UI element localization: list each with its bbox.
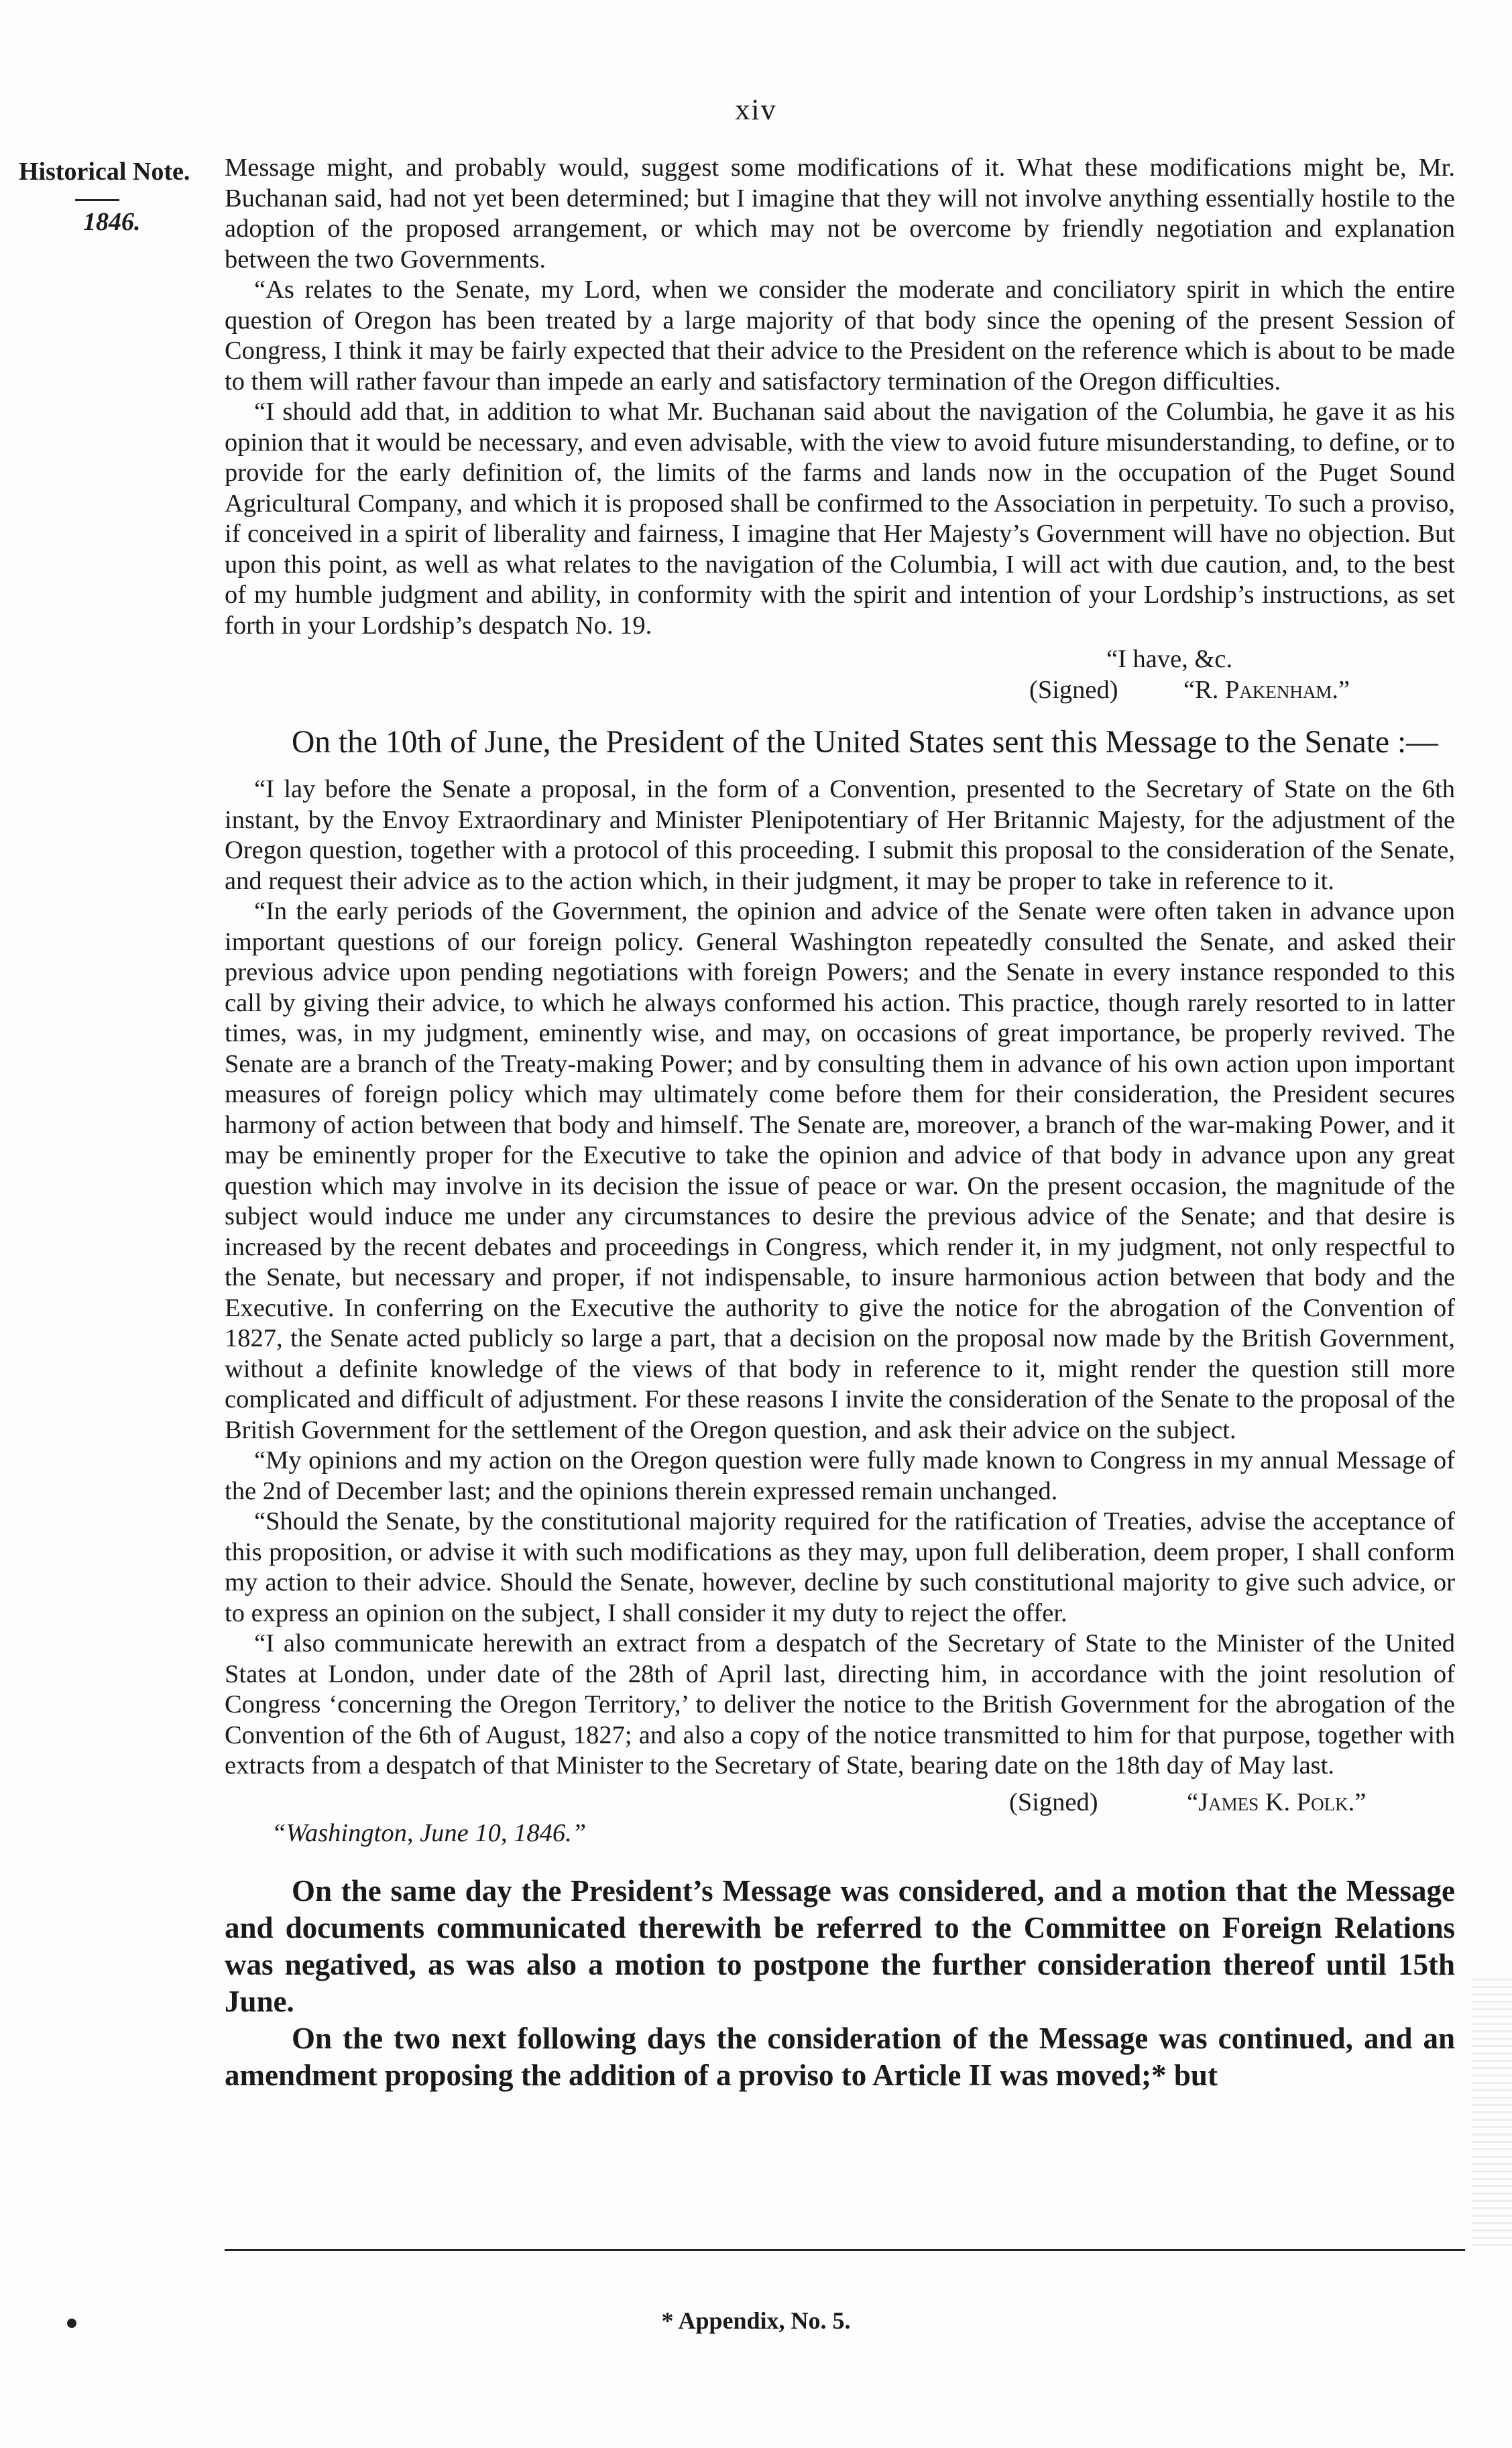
signed-label: (Signed) xyxy=(1009,1788,1098,1816)
page-number: xiv xyxy=(735,93,777,126)
closing-salutation: “I have, &c. xyxy=(1106,645,1233,673)
narrative-intro xyxy=(225,724,1455,761)
message-paragraph: “In the early periods of the Government, the opinion and advice of the Senate were often taken in advance upon important questions of our foreign policy. General Washington repeatedly consulted the Senate, and asked their previous advice upon pending negotiations with foreign Powers; and the Senate in every instance responded to this call by giving their advice, to which he always conformed his action. This practice, though rarely resorted to in latter times, was, in my judgment, eminently wise, and may, on occasions of great importance, be properly revived. The Senate are a branch of the Treaty-making Power; and by consulting them in advance of his own action upon important measures of foreign policy which may ultimately come before them for their consideration, the President secures harmony of action between that body and himself. The Senate are, moreover, a branch of the war-making Power, and it may be eminently proper for the Executive to take the opinion and advice of that body in advance upon any great question which may involve in its decision the issue of peace or war. On the present occasion, the magnitude of the subject would induce me under any circumstances to desire the previous advice of the Senate; and that desire is increased by the recent debates and proceedings in Congress, which render it, in my judgment, not only respectful to the Senate, but necessary and proper, if not indispensable, to insure harmonious action between that body and the Executive. In conferring on the Executive the authority to give the notice for the abrogation of the Convention of 1827, the Senate acted publicly so large a part, that a decision on the proposal now made by the British Government, without a definite knowledge of the views of that body in reference to it, might render the question still more complicated and difficult of adjustment. For these reasons I invite the consideration of the Senate to the proposal of the British Government for the settlement of the Oregon question, and ask their advice on the subject. xyxy=(225,897,1455,1444)
closing-narrative xyxy=(225,1873,1455,2094)
margin-note-year: 1846. xyxy=(83,207,141,236)
narrative-paragraph: On the two next following days the consideration of the Message was continued, and an amendment proposing the addition of a proviso to Article II was moved;* but xyxy=(225,2021,1455,2092)
signatory-name: “R. Pakenham.” xyxy=(1183,676,1350,704)
margin-note-rule xyxy=(75,199,119,201)
letter-paragraph: “As relates to the Senate, my Lord, when we consider the moderate and conciliatory spirit in which the entire question of Oregon has been treated by a large majority of that body since the opening of the present Session of Congress, I think it may be fairly expected that their advice to the President on the reference which is about to be made to them will rather favour than impede an early and satisfactory termination of the Oregon difficulties. xyxy=(225,276,1455,396)
footnote: * Appendix, No. 5. xyxy=(661,2307,851,2334)
message-paragraph: “I lay before the Senate a proposal, in the form of a Convention, presented to the Secretary of State on the 6th instant, by the Envoy Extraordinary and Minister Plenipotentiary of Her Britannic Majesty, for the adjustment of the Oregon question, together with a protocol of this proceeding. I submit this proposal to the consideration of the Senate, and request their advice as to the action which, in their judgment, it may be proper to take in reference to it. xyxy=(225,775,1455,895)
page-edge-texture xyxy=(1472,1978,1512,2246)
pakenham-signature xyxy=(225,675,1455,705)
margin-note-label: Historical Note. xyxy=(19,158,190,186)
signed-label: (Signed) xyxy=(1029,676,1118,704)
letter-paragraph: “I should add that, in addition to what Mr. Buchanan said about the navigation of the Columbia, he gave it as his opinion that it would be necessary, and even advisable, with the view to avoid future misunderstanding, to define, or to provide for the early definition of, the limits of the farms and lands now in the occupation of the Puget Sound Agricultural Company, and which it is proposed shall be confirmed to the Association in perpetuity. To such a proviso, if conceived in a spirit of liberality and fairness, I imagine that Her Majesty’s Government will have no objection. But upon this point, as well as what relates to the navigation of the Columbia, I will act with due caution, and, to the best of my humble judgment and ability, in conformity with the spirit and intention of your Lordship’s instructions, as set forth in your Lordship’s despatch No. 19. xyxy=(225,398,1455,640)
message-paragraph: “I also communicate herewith an extract from a despatch of the Secretary of State to the Minister of the United States at London, under date of the 28th of April last, directing him, in accordance with the joint resolution of Congress ‘concerning the Oregon Territory,’ to deliver the notice to the British Government for the abrogation of the Convention of the 6th of August, 1827; and also a copy of the notice transmitted to him for that purpose, together with extracts from a despatch of that Minister to the Secretary of State, bearing date on the 18th day of May last. xyxy=(225,1629,1455,1780)
page-body xyxy=(225,153,1455,2094)
margin-note xyxy=(19,158,220,237)
letter-paragraph: Message might, and probably would, suggest some modifications of it. What these modifications might be, Mr. Buchanan said, had not yet been determined; but I imagine that they will not involve anything essentially hostile to the adoption of the proposed arrangement, or which may not be overcome by friendly negotiation and explanation between the two Governments. xyxy=(225,154,1455,274)
president-message xyxy=(225,774,1455,1782)
signatory-name: “James K. Polk.” xyxy=(1187,1788,1366,1816)
pakenham-letter xyxy=(225,153,1455,641)
footnote-rule xyxy=(225,2249,1465,2251)
narrative-paragraph: On the 10th of June, the President of the United States sent this Message to the Senate :— xyxy=(292,725,1438,760)
narrative-paragraph: On the same day the President’s Message was considered, and a motion that the Message and documents communicated therewith be referred to the Committee on Foreign Relations was negatived, as was also a motion to postpone the further consideration thereof until 15th June. xyxy=(225,1873,1455,2018)
dateline: “Washington, June 10, 1846.” xyxy=(272,1818,587,1847)
message-paragraph: “My opinions and my action on the Oregon question were fully made known to Congress in my annual Message of the 2nd of December last; and the opinions therein expressed remain unchanged. xyxy=(225,1446,1455,1505)
polk-signature xyxy=(225,1787,1455,1818)
message-paragraph: “Should the Senate, by the constitutional majority required for the ratification of Treaties, advise the acceptance of this proposition, or advise it with such modifications as they may, upon full deliberation, deem proper, I shall conform my action to their advice. Should the Senate, however, decline by such constitutional majority to give such advice, or to express an opinion on the subject, I shall consider it my duty to reject the offer. xyxy=(225,1507,1455,1627)
